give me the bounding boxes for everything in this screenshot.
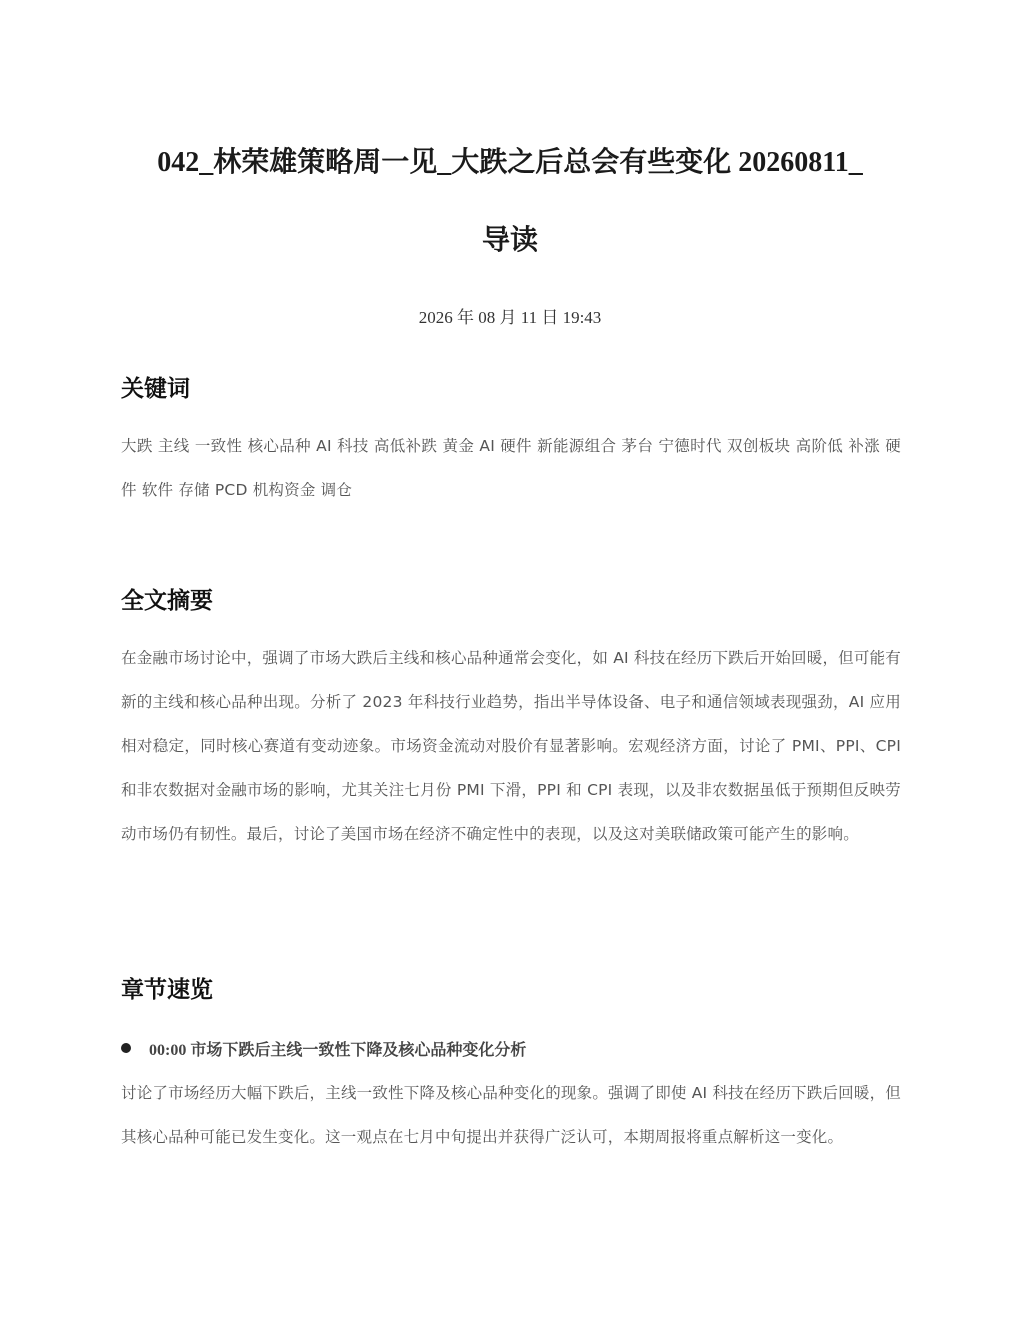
summary-heading: 全文摘要: [121, 588, 213, 614]
chapter-item-title-row: [121, 1035, 526, 1061]
chapters-heading: 章节速览: [121, 977, 213, 1003]
keywords-text: 大跌 主线 一致性 核心品种 AI 科技 高低补跌 黄金 AI 硬件 新能源组合 茅台 宁德时代 双创板块 高阶低 补涨 硬件 软件 存储 PCD 机构资金 调仓: [121, 437, 901, 499]
chapter-item-title: 00:00 市场下跌后主线一致性下降及核心品种变化分析: [149, 1041, 527, 1059]
bullet-dot-icon: [121, 1043, 131, 1053]
summary-text: 在金融市场讨论中，强调了市场大跌后主线和核心品种通常会变化，如 AI 科技在经历下跌后开始回暖，但可能有新的主线和核心品种出现。分析了 2023 年科技行业趋势，指出半导体设备、电子和通信领域表现强劲，AI 应用相对稳定，同时核心赛道有变动迹象。市场资金流动对股价有显著影响。宏观经济方面，讨论了 PMI、PPI、CPI 和非农数据对金融市场的影响，尤其关注七月份 PMI 下滑，PPI 和 CPI 表现，以及非农数据虽低于预期但反映劳动市场仍有韧性。最后，讨论了美国市场在经济不确定性中的表现，以及这对美联储政策可能产生的影响。: [121, 649, 901, 843]
document-date: 2026 年 08 月 11 日 19:43: [418, 308, 602, 327]
document-title-line2: 导读: [481, 225, 538, 256]
document-title-line1: 042_林荣雄策略周一见_大跌之后总会有些变化 20260811_: [157, 147, 863, 178]
chapter-item-text: 讨论了市场经历大幅下跌后，主线一致性下降及核心品种变化的现象。强调了即使 AI 科技在经历下跌后回暖，但其核心品种可能已发生变化。这一观点在七月中旬提出并获得广泛认可，本期周报将重点解析这一变化。: [121, 1084, 901, 1146]
keywords-heading: 关键词: [121, 376, 190, 402]
